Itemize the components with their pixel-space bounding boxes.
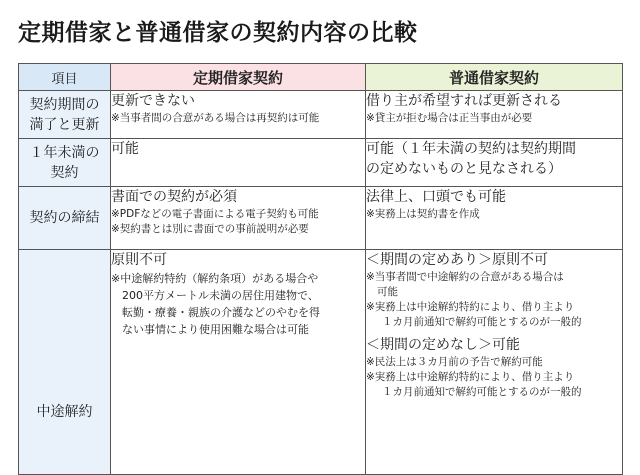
ordinary-short-term-cell	[366, 139, 623, 187]
cell-note: ※実務上は契約書を作成	[366, 208, 480, 220]
table-row	[19, 139, 623, 187]
cell-main-text: の定めないものと見なされる）	[366, 161, 562, 177]
cell-note: ※当事者間で中途解約の合意がある場合は	[366, 271, 564, 283]
fixed-short-term-cell	[111, 139, 366, 187]
cell-note: ※実務上は中途解約特約により、借り主より	[366, 371, 575, 383]
cell-note: ※契約書とは別に書面での事前説明が必要	[111, 223, 309, 235]
ordinary-renewal-cell	[366, 91, 623, 139]
cell-main-text: 可能（１年未満の契約は契約期間	[366, 141, 576, 157]
cell-note: １カ月前通知で解約可能とするのが一般的	[382, 316, 582, 328]
row-label-short-term	[19, 139, 111, 187]
row-label-conclusion	[19, 187, 111, 250]
header-ordinary: 普通借家契約	[366, 64, 623, 91]
fixed-conclusion-cell	[111, 187, 366, 250]
cell-note: ※PDFなどの電子書面による電子契約も可能	[111, 208, 319, 220]
cell-main-text: ＜期間の定めあり＞原則不可	[366, 252, 548, 268]
cell-main-text: 更新できない	[111, 93, 195, 109]
fixed-renewal-cell	[111, 91, 366, 139]
cell-main-text: 可能	[111, 141, 139, 157]
ordinary-termination-cell	[366, 250, 623, 475]
row-label-line: 中途解約	[36, 404, 93, 420]
cell-note: ※実務上は中途解約特約により、借り主より	[366, 301, 575, 313]
cell-note: 転勤・療養・親族の介護などのやむを得	[122, 306, 320, 319]
row-label-line: 契約	[50, 164, 79, 181]
table-row	[19, 250, 623, 475]
ordinary-conclusion-cell	[366, 187, 623, 250]
cell-note: 可能	[377, 286, 398, 298]
cell-note: ※貸主が拒む場合は正当事由が必要	[366, 112, 533, 124]
page-title: 定期借家と普通借家の契約内容の比較	[18, 20, 418, 46]
row-label-line: 満了と更新	[29, 116, 100, 133]
table-row	[19, 91, 623, 139]
cell-main-text: 原則不可	[111, 252, 167, 268]
cell-main-text: 法律上、口頭でも可能	[366, 189, 506, 205]
row-label-line: 契約の締結	[29, 210, 100, 226]
cell-note: ※当事者間の合意がある場合は再契約は可能	[111, 112, 320, 124]
cell-main-text: ＜期間の定めなし＞可能	[366, 337, 520, 353]
cell-note: ※中途解約特約（解約条項）がある場合や	[111, 272, 319, 285]
row-label-line: 契約期間の	[29, 96, 100, 113]
cell-main-text: 書面での契約が必須	[111, 189, 237, 205]
cell-note: １カ月前通知で解約可能とするのが一般的	[382, 386, 582, 398]
header-fixed-term: 定期借家契約	[111, 64, 366, 91]
cell-main-text: 借り主が希望すれば更新される	[366, 93, 562, 109]
row-label-early-termination	[19, 250, 111, 475]
table-row	[19, 187, 623, 250]
comparison-table	[18, 63, 623, 475]
cell-note: ない事情により使用困難な場合は可能	[122, 323, 309, 336]
row-label-line: １年未満の	[29, 144, 100, 161]
cell-note: ※民法上は３カ月前の予告で解約可能	[366, 356, 543, 368]
cell-note: 200平方メートル未満の居住用建物で、	[122, 289, 319, 302]
fixed-termination-cell	[111, 250, 366, 475]
row-label-renewal	[19, 91, 111, 139]
header-item: 項目	[19, 64, 111, 91]
header-row	[19, 64, 623, 91]
